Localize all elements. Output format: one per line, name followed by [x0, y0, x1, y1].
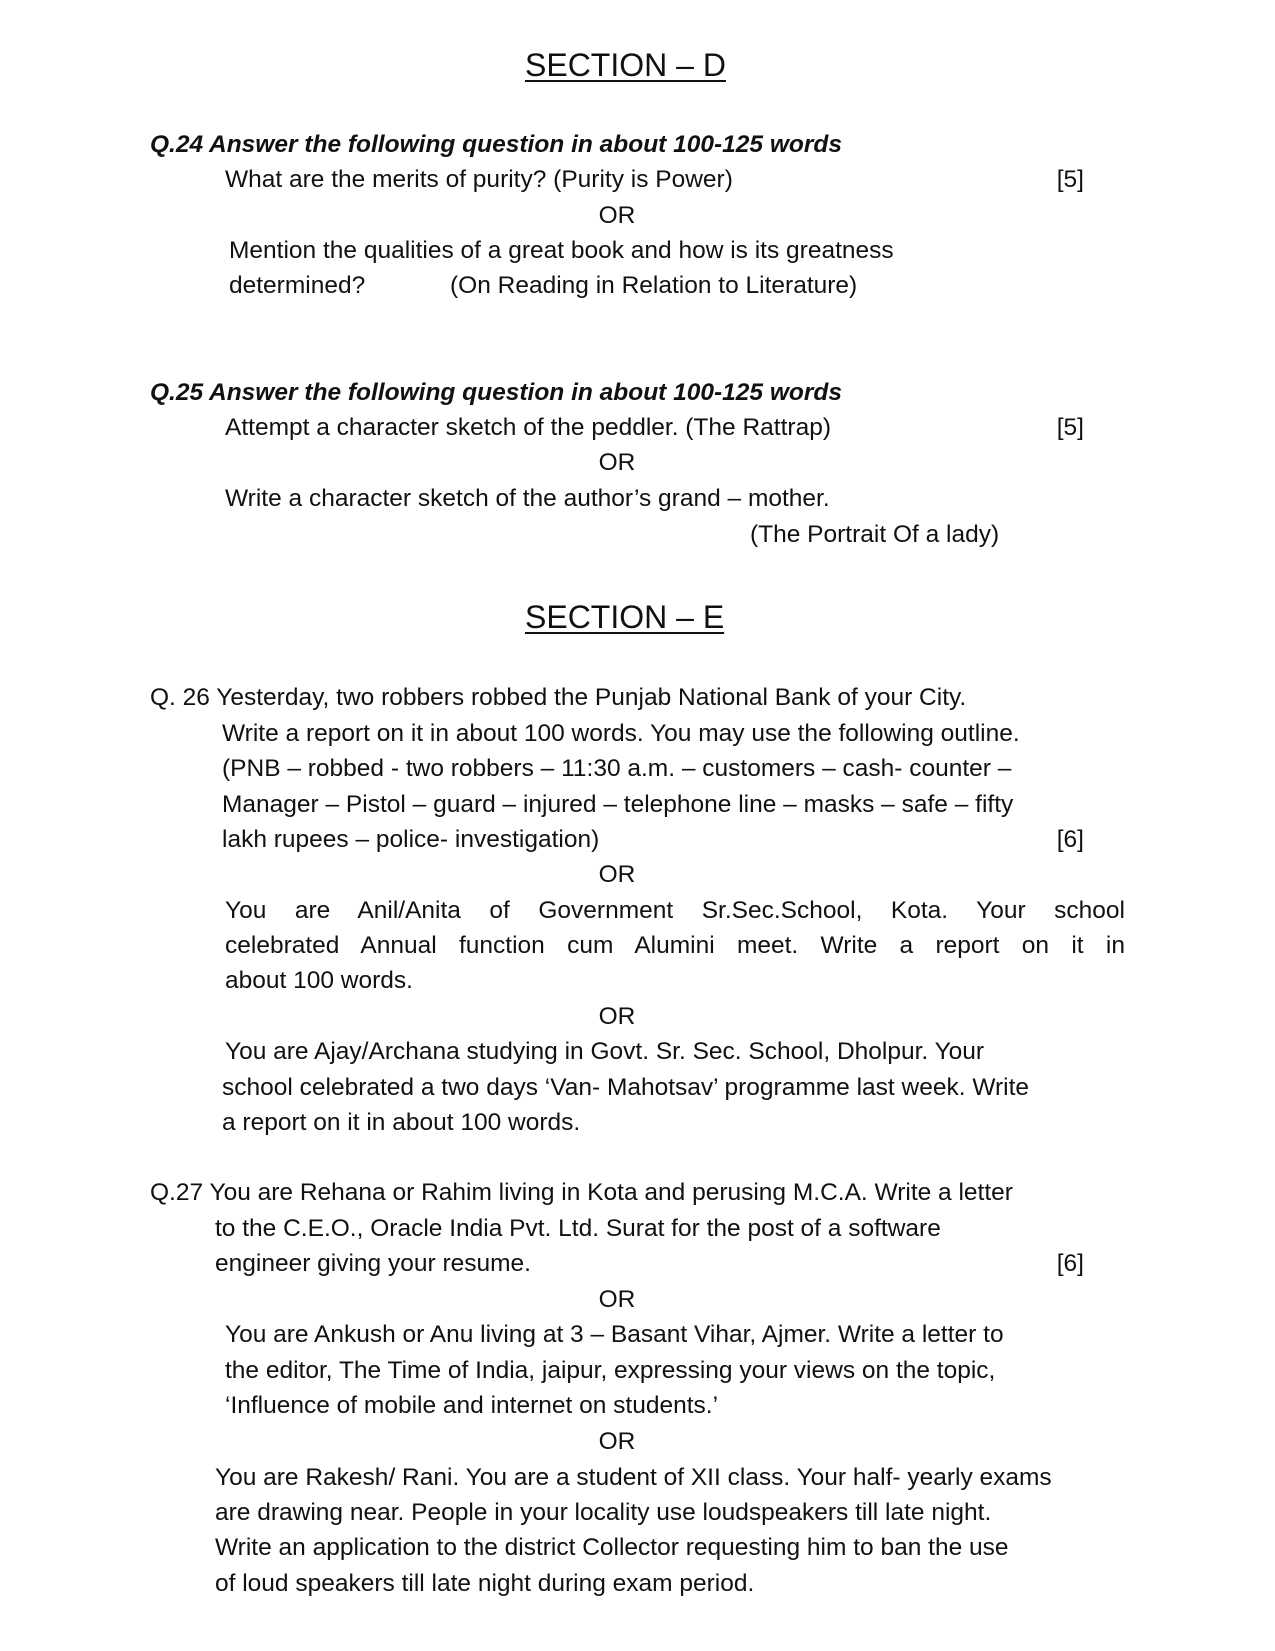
section-d-heading: SECTION – D — [525, 47, 726, 83]
q27-line1: Q.27 You are Rehana or Rahim living in Kota and perusing M.C.A. Write a letter — [150, 1179, 1013, 1206]
q26-or-1: OR — [598, 861, 636, 888]
q26-alt1-line2: celebrated Annual function cum Alumini meet. Write a report on it in — [225, 932, 1125, 959]
q25-marks: [5] — [1056, 414, 1084, 441]
q26-alt2-line2: school celebrated a two days ‘Van- Mahotsav’ programme last week. Write — [222, 1074, 1030, 1101]
q27-alt1-line3: ‘Influence of mobile and internet on students.’ — [225, 1392, 719, 1419]
q27-or-1: OR — [598, 1286, 636, 1313]
q24-part2-line2b: (On Reading in Relation to Literature) — [450, 272, 858, 299]
q27-line2: to the C.E.O., Oracle India Pvt. Ltd. Surat for the post of a software — [215, 1215, 941, 1242]
q27-alt2-line4: of loud speakers till late night during exam period. — [215, 1570, 755, 1597]
q27-alt2-line1: You are Rakesh/ Rani. You are a student of XII class. Your half- yearly exams — [215, 1464, 1052, 1491]
q26-marks: [6] — [1056, 826, 1084, 853]
q25-or: OR — [598, 449, 636, 476]
q25-part2-line2: (The Portrait Of a lady) — [750, 521, 1000, 548]
q24-title: Q.24 Answer the following question in about 100-125 words — [150, 131, 843, 158]
q24-part2-line1: Mention the qualities of a great book and how is its greatness — [229, 237, 894, 264]
q26-line1: Q. 26 Yesterday, two robbers robbed the Punjab National Bank of your City. — [150, 684, 967, 711]
q26-line2: Write a report on it in about 100 words. You may use the following outline. — [222, 720, 1020, 747]
q26-alt1-line1: You are Anil/Anita of Government Sr.Sec.School, Kota. Your school — [225, 897, 1125, 924]
q27-alt1-line1: You are Ankush or Anu living at 3 – Basant Vihar, Ajmer. Write a letter to — [225, 1321, 1004, 1348]
q26-alt1-line3: about 100 words. — [225, 967, 413, 994]
q24-or: OR — [598, 202, 636, 229]
q24-part1: What are the merits of purity? (Purity is Power) — [225, 166, 733, 193]
q26-line4: Manager – Pistol – guard – injured – telephone line – masks – safe – fifty — [222, 791, 1014, 818]
q27-or-2: OR — [598, 1428, 636, 1455]
q27-line3: engineer giving your resume. — [215, 1250, 531, 1277]
q26-alt2-line3: a report on it in about 100 words. — [222, 1109, 581, 1136]
q27-alt1-line2: the editor, The Time of India, jaipur, expressing your views on the topic, — [225, 1357, 996, 1384]
q27-alt2-line2: are drawing near. People in your locality use loudspeakers till late night. — [215, 1499, 992, 1526]
q26-line5: lakh rupees – police- investigation) — [222, 826, 600, 853]
q25-part2-line1: Write a character sketch of the author’s grand – mother. — [225, 485, 830, 512]
q27-alt2-line3: Write an application to the district Collector requesting him to ban the use — [215, 1534, 1009, 1561]
q25-part1: Attempt a character sketch of the peddler. (The Rattrap) — [225, 414, 831, 441]
q26-line3: (PNB – robbed - two robbers – 11:30 a.m. – customers – cash- counter – — [222, 755, 1012, 782]
section-e-heading: SECTION – E — [525, 599, 725, 635]
q24-marks: [5] — [1056, 166, 1084, 193]
q26-alt2-line1: You are Ajay/Archana studying in Govt. Sr. Sec. School, Dholpur. Your — [225, 1038, 985, 1065]
q24-part2-line2a: determined? — [229, 272, 366, 299]
q26-or-2: OR — [598, 1003, 636, 1030]
q27-marks: [6] — [1056, 1250, 1084, 1277]
q25-title: Q.25 Answer the following question in about 100-125 words — [150, 379, 843, 406]
